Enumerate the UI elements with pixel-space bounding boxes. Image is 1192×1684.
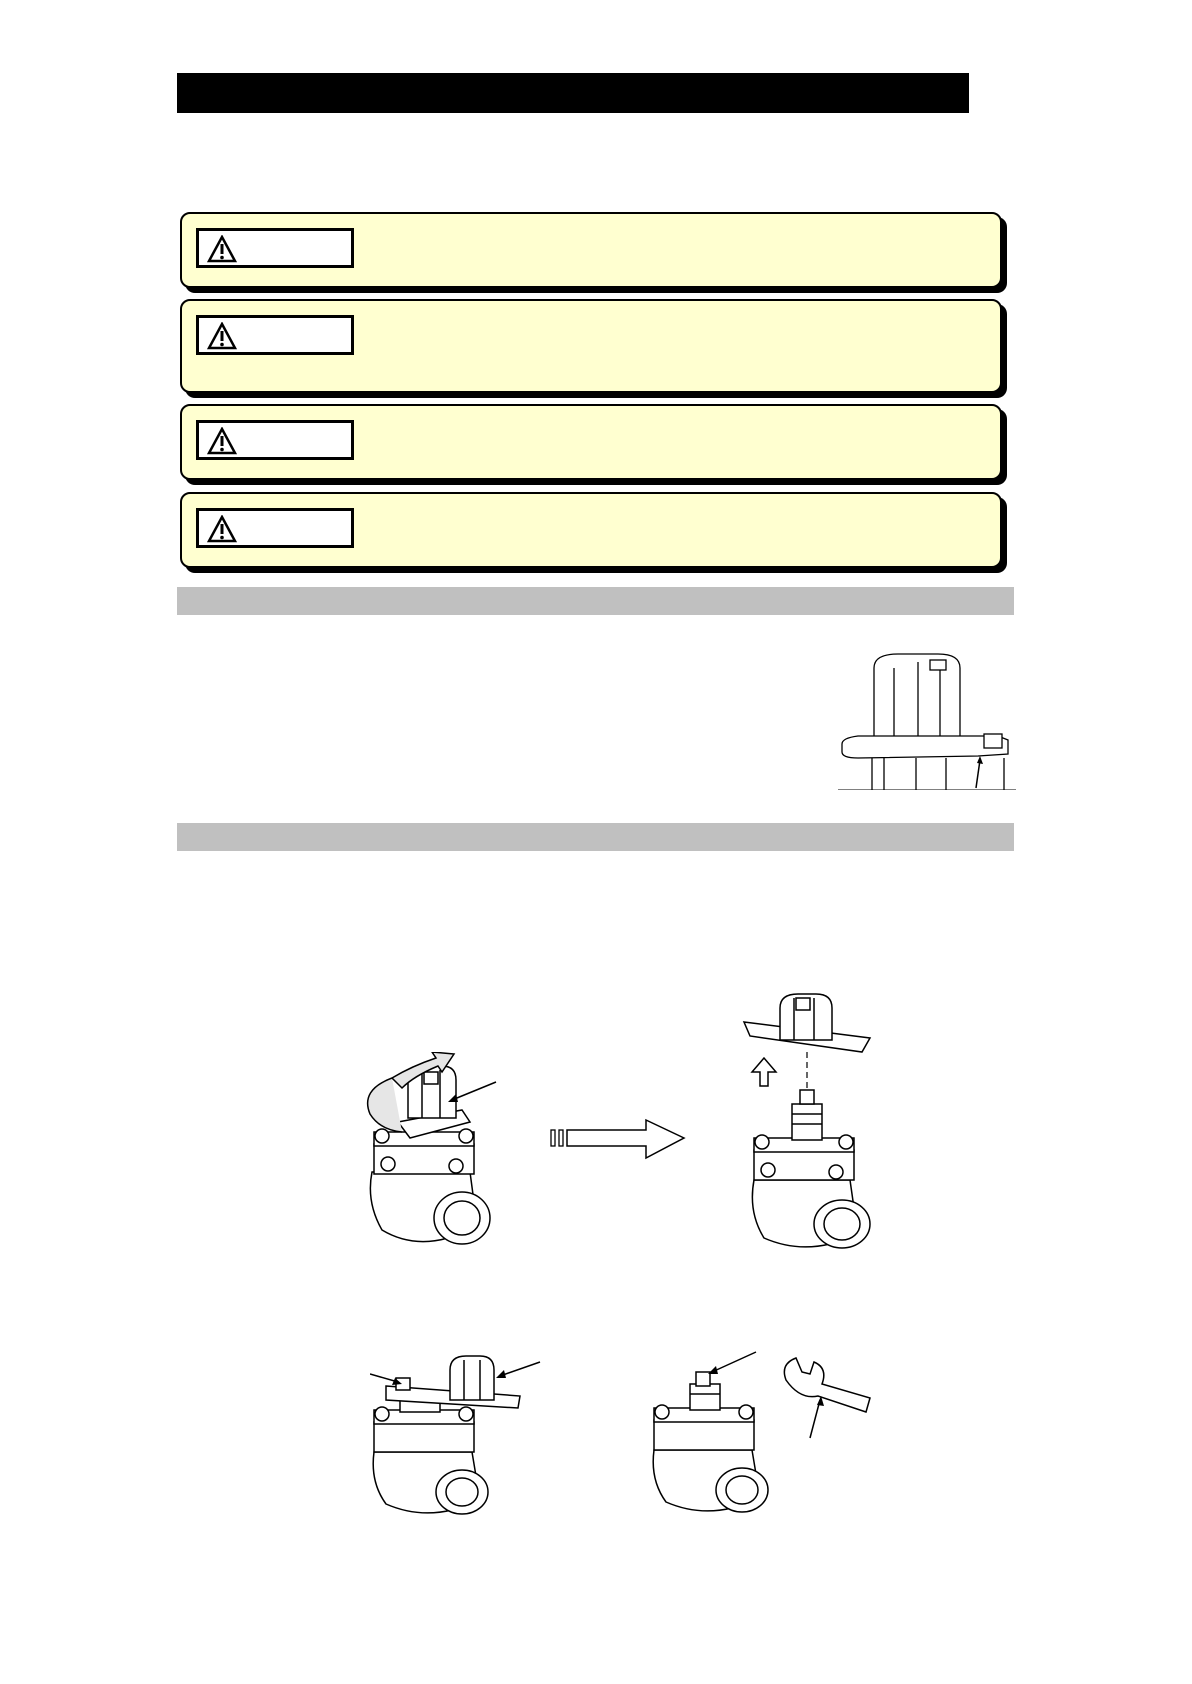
- warning-triangle-icon: [207, 322, 237, 350]
- knob-detail-illustration: [838, 648, 1016, 790]
- warning-label-box: [196, 420, 354, 460]
- warning-triangle-icon: [207, 235, 237, 263]
- section-heading-1: [177, 587, 1014, 615]
- warning-box-2: [180, 299, 1002, 393]
- valve-stem-wrench-illustration: [650, 1350, 875, 1520]
- warning-triangle-icon: [207, 515, 237, 543]
- warning-box-4: [180, 492, 1002, 568]
- warning-triangle-icon: [207, 427, 237, 455]
- right-arrow-icon: [550, 1118, 686, 1160]
- warning-label-box: [196, 315, 354, 355]
- section-heading-2: [177, 823, 1014, 851]
- warning-box-1: [180, 212, 1002, 288]
- page-title-bar: [177, 73, 969, 113]
- warning-box-3: [180, 404, 1002, 480]
- valve-rotate-knob-illustration: [352, 1052, 512, 1247]
- warning-label-box: [196, 508, 354, 548]
- warning-label-box: [196, 228, 354, 268]
- valve-knob-removed-illustration: [740, 980, 890, 1250]
- valve-knob-reinstall-illustration: [370, 1352, 550, 1517]
